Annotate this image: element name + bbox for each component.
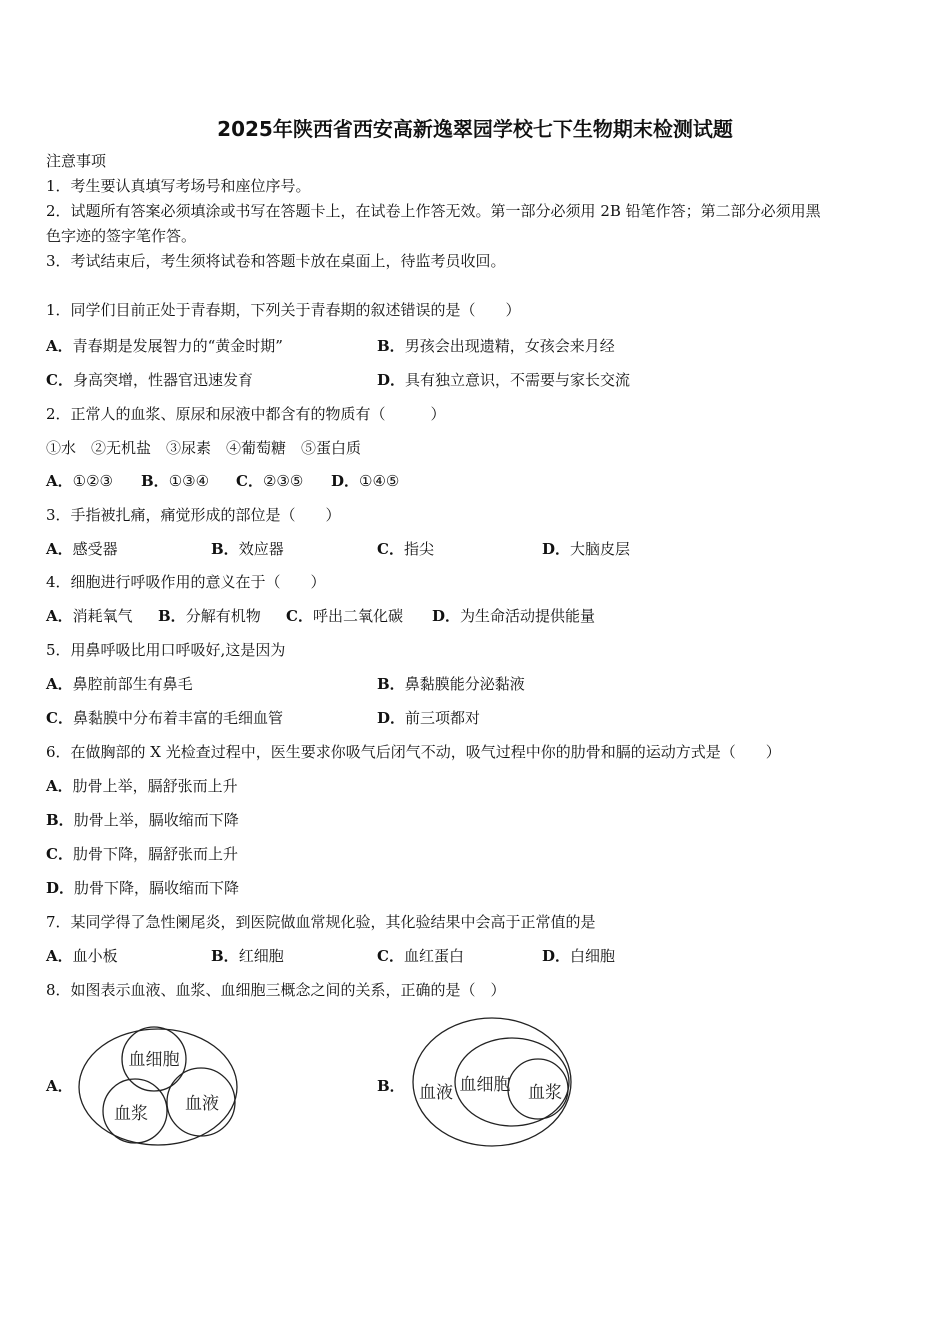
option-c: C．呼出二氧化碳	[286, 607, 403, 625]
venn-diagram-b	[408, 1015, 580, 1151]
option-c: C．血红蛋白	[377, 947, 464, 965]
question-sub: ①水 ②无机盐 ③尿素 ④葡萄糖 ⑤蛋白质	[46, 439, 362, 457]
question-stem: 8．如图表示血液、血浆、血细胞三概念之间的关系，正确的是（ ）	[46, 981, 506, 999]
circle-label: 血浆	[114, 1104, 148, 1124]
circle-label: 血细胞	[128, 1050, 180, 1070]
option-b: B．肋骨上举，膈收缩而下降	[46, 811, 239, 829]
option-b: B．红细胞	[211, 947, 284, 965]
option-a-label: A．	[46, 1077, 73, 1095]
option-b: B．效应器	[211, 540, 284, 558]
option-a: A．消耗氧气	[46, 607, 133, 625]
notice-item: 色字迹的签字笔作答。	[46, 227, 197, 245]
option-b: B．①③④	[141, 472, 210, 490]
notice-item: 2．试题所有答案必须填涂或书写在答题卡上，在试卷上作答无效。第一部分必须用 2B 铅笔作答；第二部分必须用黑	[46, 202, 821, 220]
option-c: C．②③⑤	[236, 472, 304, 490]
option-c: C．身高突增，性器官迅速发育	[46, 371, 253, 389]
venn-diagram-a	[75, 1025, 245, 1151]
outer-ellipse	[79, 1029, 237, 1145]
circle-label: 血浆	[528, 1083, 562, 1103]
question-stem: 4．细胞进行呼吸作用的意义在于（ ）	[46, 573, 326, 591]
option-a: A．青春期是发展智力的“黄金时期”	[46, 337, 283, 355]
option-d: D．白细胞	[542, 947, 616, 965]
circle-label: 血液	[419, 1083, 453, 1103]
question-stem: 5．用鼻呼吸比用口呼吸好,这是因为	[46, 641, 286, 659]
question-stem: 2．正常人的血浆、原尿和尿液中都含有的物质有（ ）	[46, 405, 446, 423]
option-d: D．前三项都对	[377, 709, 481, 727]
circle-label: 血细胞	[459, 1075, 511, 1095]
option-d: D．具有独立意识，不需要与家长交流	[377, 371, 631, 389]
question-stem: 7．某同学得了急性阑尾炎，到医院做血常规化验，其化验结果中会高于正常值的是	[46, 913, 596, 931]
option-a: A．①②③	[46, 472, 113, 490]
page-title: 2025年陕西省西安高新逸翠园学校七下生物期末检测试题	[217, 117, 733, 141]
option-a: A．血小板	[46, 947, 118, 965]
option-c: C．肋骨下降，膈舒张而上升	[46, 845, 238, 863]
notice-heading: 注意事项	[46, 152, 107, 170]
option-d: D．为生命活动提供能量	[432, 607, 596, 625]
option-c: C．鼻黏膜中分布着丰富的毛细血管	[46, 709, 283, 727]
option-a: A．鼻腔前部生有鼻毛	[46, 675, 193, 693]
circle-label: 血液	[185, 1094, 219, 1114]
option-d: D．①④⑤	[331, 472, 400, 490]
question-stem: 3．手指被扎痛，痛觉形成的部位是（ ）	[46, 506, 341, 524]
option-a: A．肋骨上举，膈舒张而上升	[46, 777, 238, 795]
option-b: B．男孩会出现遗精，女孩会来月经	[377, 337, 615, 355]
option-c: C．指尖	[377, 540, 434, 558]
option-a: A．感受器	[46, 540, 118, 558]
option-b: B．鼻黏膜能分泌黏液	[377, 675, 525, 693]
notice-item: 1．考生要认真填写考场号和座位序号。	[46, 177, 311, 195]
option-d: D．大脑皮层	[542, 540, 631, 558]
option-b: B．分解有机物	[158, 607, 261, 625]
option-b-label: B．	[377, 1077, 405, 1095]
notice-item: 3．考试结束后，考生须将试卷和答题卡放在桌面上，待监考员收回。	[46, 252, 506, 270]
question-stem: 6．在做胸部的 X 光检查过程中，医生要求你吸气后闭气不动，吸气过程中你的肋骨和膈的运动方式是（ ）	[46, 743, 781, 761]
option-d: D．肋骨下降，膈收缩而下降	[46, 879, 240, 897]
question-stem: 1．同学们目前正处于青春期，下列关于青春期的叙述错误的是（ ）	[46, 301, 521, 319]
